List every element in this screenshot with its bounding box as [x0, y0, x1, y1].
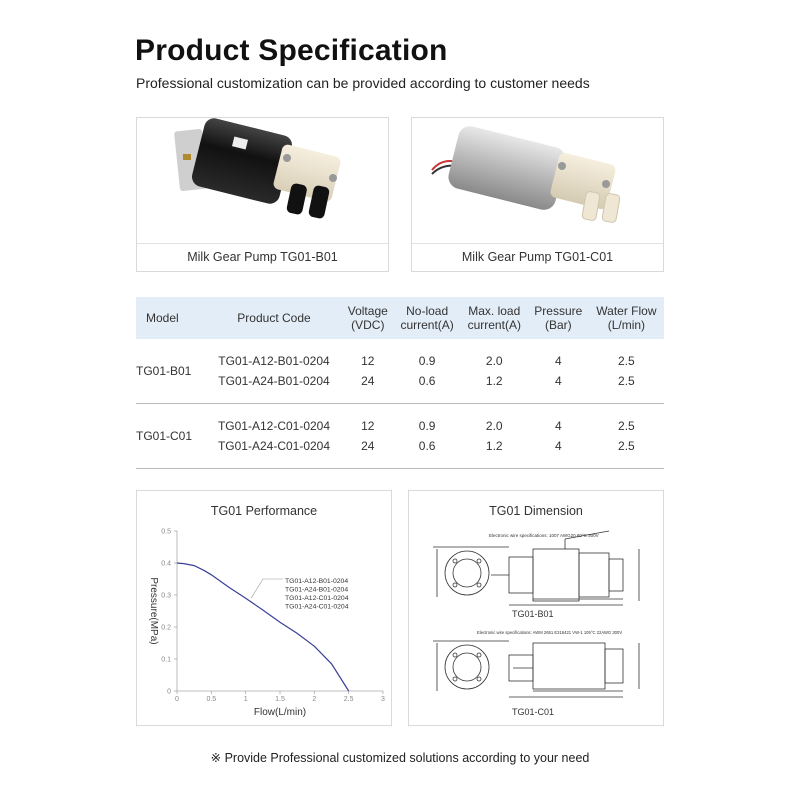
pressure-cell: 4 [554, 419, 562, 433]
y-tick-label: 0.3 [161, 592, 171, 600]
model-cell: TG01-C01 [136, 429, 193, 443]
page-subtitle: Professional customization can be provided according to customer needs [136, 75, 590, 91]
dimension-title: TG01 Dimension [489, 504, 583, 518]
pressure-cell: 4 [554, 439, 562, 453]
voltage-cell: 12 [361, 354, 375, 368]
dimension-drawing-b01 [433, 531, 639, 605]
pump-b01-image [137, 118, 390, 245]
dimension-panel [408, 490, 664, 726]
x-tick-label: 0 [175, 696, 179, 703]
pressure-cell: 4 [554, 354, 562, 368]
x-tick-label: 1.5 [275, 696, 285, 703]
noload-cell: 0.6 [418, 374, 436, 388]
flow-cell: 2.5 [618, 374, 635, 388]
y-tick-label: 0.2 [161, 624, 171, 632]
model-cell: TG01-B01 [136, 364, 192, 378]
table-row [136, 351, 664, 371]
header-flow: Water Flow (L/min) [589, 297, 664, 339]
dimension-label-c01: TG01-C01 [512, 707, 555, 717]
x-tick-label: 3 [381, 696, 385, 703]
y-axis-label: Pressure(MPa) [148, 577, 159, 645]
noload-cell: 0.6 [418, 439, 436, 453]
header-maxload: Max. load current(A) [461, 297, 528, 339]
header-model [136, 297, 206, 339]
x-tick-label: 0.5 [206, 696, 217, 703]
chart-title: TG01 Performance [210, 504, 318, 518]
maxload-cell: 1.2 [485, 439, 503, 453]
x-tick-label: 1 [243, 696, 248, 703]
y-tick-label: 0.1 [161, 656, 171, 664]
voltage-cell: 24 [361, 439, 375, 453]
product-caption-b01: Milk Gear Pump TG01-B01 [137, 243, 388, 271]
product-card-c01 [411, 117, 664, 272]
dimension-drawing [409, 491, 665, 727]
maxload-cell: 1.2 [485, 374, 503, 388]
y-tick-label: 0 [167, 688, 171, 696]
page-title: Product Specification [135, 34, 448, 67]
flow-cell: 2.5 [618, 354, 635, 368]
header-code-text: Product Code [237, 311, 311, 325]
noload-cell: 0.9 [418, 419, 436, 433]
wire-note-b01: Electronic wire specifications: 1007 AWG20 80°C 300V [489, 533, 599, 538]
dimension-drawing-c01 [433, 641, 639, 697]
code-cell: TG01-A24-B01-0204 [218, 374, 330, 388]
performance-panel [136, 490, 392, 726]
pressure-cell: 4 [554, 374, 562, 388]
code-cell: TG01-A12-C01-0204 [217, 419, 331, 433]
header-code [206, 297, 342, 339]
legend-entry: TG01-A24-B01-0204 [285, 586, 349, 594]
legend-entry: TG01-A24-C01-0204 [285, 603, 349, 611]
x-tick-label: 2 [312, 696, 317, 703]
x-axis-label: Flow(L/min) [253, 707, 307, 718]
wire-note-c01: Electronic wire specifications: AWM 2651 E316421 VW-1 105°C 22AWG 300V [477, 630, 623, 635]
pump-c01-image [412, 118, 665, 245]
header-noload: No-load current(A) [394, 297, 461, 339]
table-row [136, 436, 664, 456]
header-voltage: Voltage (VDC) [342, 297, 394, 339]
voltage-cell: 24 [361, 374, 375, 388]
header-model-text: Model [146, 311, 179, 325]
maxload-cell: 2.0 [485, 419, 503, 433]
spec-header-row [136, 297, 664, 339]
noload-cell: 0.9 [418, 354, 436, 368]
maxload-cell: 2.0 [485, 354, 503, 368]
footnote: ※ Provide Professional customized solutions according to your need [210, 751, 590, 765]
performance-chart [137, 491, 393, 727]
legend-entry: TG01-A12-B01-0204 [285, 578, 349, 585]
code-cell: TG01-A12-B01-0204 [218, 354, 330, 368]
voltage-cell: 12 [361, 419, 375, 433]
x-tick-label: 2.5 [343, 696, 354, 703]
flow-cell: 2.5 [618, 439, 635, 453]
y-tick-label: 0.4 [161, 560, 171, 568]
product-card-b01 [136, 117, 389, 272]
spec-table [136, 297, 664, 469]
product-caption-c01: Milk Gear Pump TG01-C01 [412, 243, 663, 271]
header-pressure: Pressure (Bar) [528, 297, 589, 339]
flow-cell: 2.5 [618, 419, 635, 433]
dimension-label-b01: TG01-B01 [512, 609, 554, 619]
y-tick-label: 0.5 [161, 528, 171, 536]
code-cell: TG01-A24-C01-0204 [217, 439, 331, 453]
table-row [136, 371, 664, 391]
legend-entry: TG01-A12-C01-0204 [285, 595, 349, 602]
table-row [136, 416, 664, 436]
legend-leader-line [251, 579, 283, 598]
